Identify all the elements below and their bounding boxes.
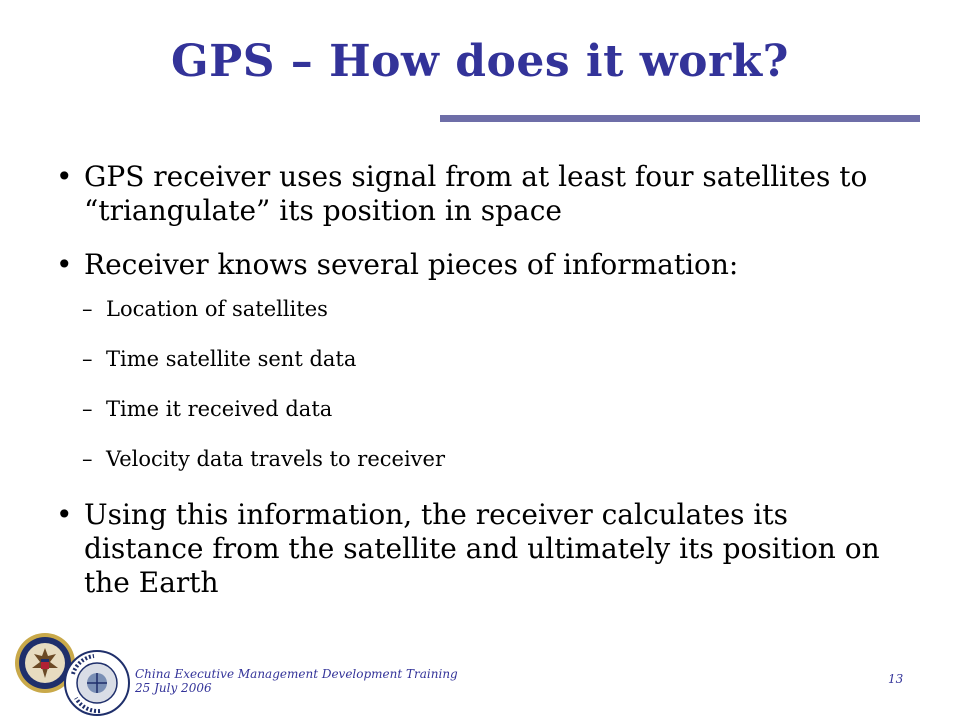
title-divider [440, 115, 920, 122]
dash-marker: – [82, 347, 93, 371]
sub-bullet-text: Time satellite sent data [106, 347, 357, 371]
bullet-item [56, 160, 916, 228]
slide-title: GPS – How does it work? [171, 36, 789, 87]
footer-organization: China Executive Management Development Training [135, 667, 458, 681]
sub-bullet-item [56, 296, 916, 322]
pnt-committee-seal-icon [64, 648, 130, 722]
bullet-text: GPS receiver uses signal from at least four satellites to “triangulate” its position in space [84, 160, 868, 227]
bullet-list [56, 160, 916, 620]
bullet-marker: • [56, 160, 73, 193]
dash-marker: – [82, 447, 93, 471]
bullet-marker: • [56, 248, 73, 281]
footer-date: 25 July 2006 [135, 681, 212, 695]
bullet-text: Using this information, the receiver calculates its distance from the satellite and ultimately its position on the Earth [84, 498, 880, 599]
page-number: 13 [888, 672, 904, 686]
dash-marker: – [82, 297, 93, 321]
sub-bullet-item [56, 446, 916, 472]
sub-bullet-text: Velocity data travels to receiver [106, 447, 445, 471]
bullet-text: Receiver knows several pieces of information: [84, 248, 739, 281]
sub-bullet-text: Time it received data [106, 397, 333, 421]
dash-marker: – [82, 397, 93, 421]
bullet-item [56, 248, 916, 282]
sub-bullet-item [56, 396, 916, 422]
bullet-item [56, 498, 916, 600]
footer-text [135, 667, 458, 695]
bullet-marker: • [56, 498, 73, 531]
sub-bullet-item [56, 346, 916, 372]
sub-bullet-text: Location of satellites [106, 297, 328, 321]
